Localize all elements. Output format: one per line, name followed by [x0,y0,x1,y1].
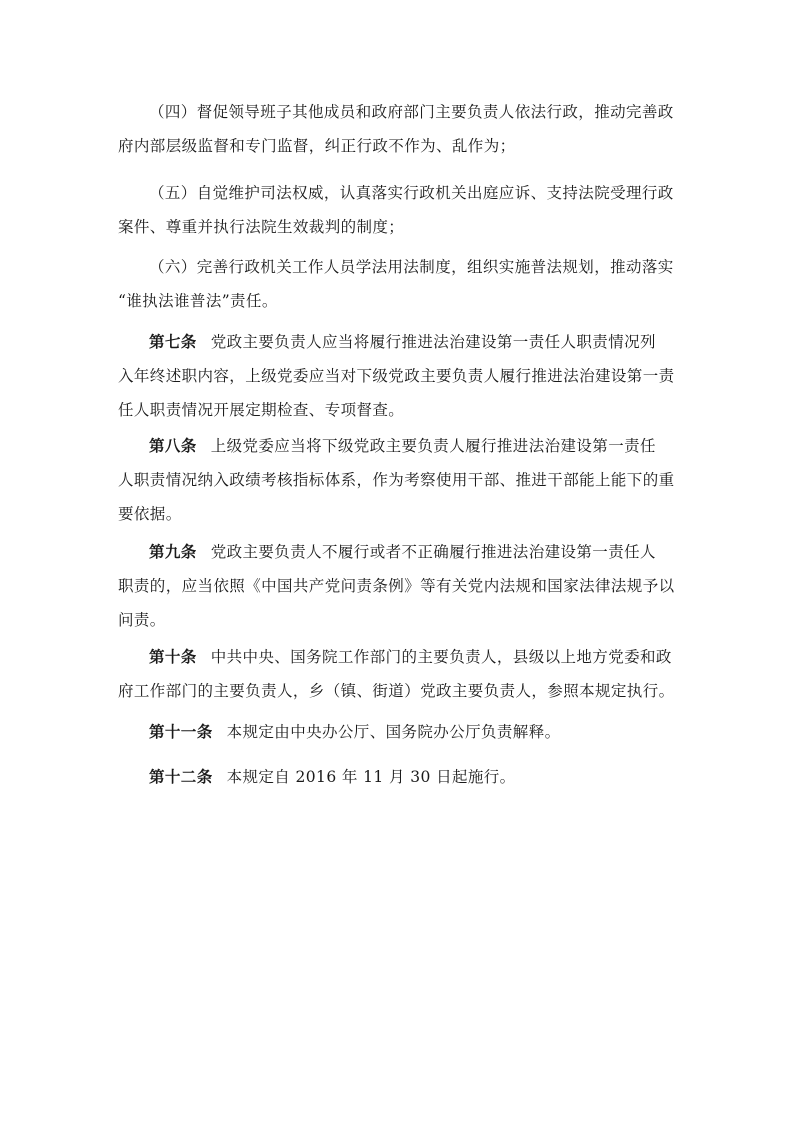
paragraph-line [118,535,680,569]
paragraph-line [118,429,680,463]
paragraph-line [118,715,680,749]
article-7 [118,325,680,427]
article-9 [118,535,680,637]
article-12 [118,760,680,794]
paragraph-item-6 [118,250,680,318]
article-title: 第八条 [149,436,197,455]
paragraph-line [118,760,680,794]
article-text: 中共中央、国务院工作部门的主要负责人，县级以上地方党委和政 [210,648,672,666]
paragraph-line: （四）督促领导班子其他成员和政府部门主要负责人依法行政，推动完善政 [149,103,674,121]
article-text: 本规定由中央办公厅、国务院办公厅负责解释。 [226,723,561,741]
article-10 [118,640,680,708]
paragraph-line: （五）自觉维护司法权威，认真落实行政机关出庭应诉、支持法院受理行政 [149,184,674,202]
paragraph-line: 入年终述职内容，上级党委应当对下级党政主要负责人履行推进法治建设第一责 [118,367,675,385]
article-text: 本规定自 2016 年 11 月 30 日起施行。 [226,768,516,786]
paragraph-line: 任人职责情况开展定期检查、专项督查。 [118,401,405,419]
paragraph-line [118,325,680,359]
article-text: 党政主要负责人应当将履行推进法治建设第一责任人职责情况列 [210,333,656,351]
paragraph-line: “谁执法谁普法”责任。 [118,292,278,310]
paragraph-line: 职责的，应当依照《中国共产党问责条例》等有关党内法规和国家法律法规予以 [118,577,675,595]
paragraph-line: 案件、尊重并执行法院生效裁判的制度； [118,218,405,236]
paragraph-item-5 [118,176,680,244]
paragraph-item-4 [118,95,680,163]
article-8 [118,429,680,531]
article-text: 党政主要负责人不履行或者不正确履行推进法治建设第一责任人 [210,543,656,561]
paragraph-line: （六）完善行政机关工作人员学法用法制度，组织实施普法规划，推动落实 [149,258,674,276]
article-11 [118,715,680,749]
article-title: 第十二条 [149,767,213,786]
paragraph-line: 要依据。 [118,505,182,523]
paragraph-line [118,640,680,674]
article-title: 第十一条 [149,722,213,741]
paragraph-line: 人职责情况纳入政绩考核指标体系，作为考察使用干部、推进干部能上能下的重 [118,471,675,489]
article-title: 第九条 [149,542,197,561]
article-title: 第七条 [149,332,197,351]
article-text: 上级党委应当将下级党政主要负责人履行推进法治建设第一责任 [210,437,656,455]
paragraph-line: 府工作部门的主要负责人，乡（镇、街道）党政主要负责人，参照本规定执行。 [118,682,675,700]
paragraph-line: 府内部层级监督和专门监督，纠正行政不作为、乱作为； [118,137,516,155]
article-title: 第十条 [149,647,197,666]
paragraph-line: 问责。 [118,611,166,629]
